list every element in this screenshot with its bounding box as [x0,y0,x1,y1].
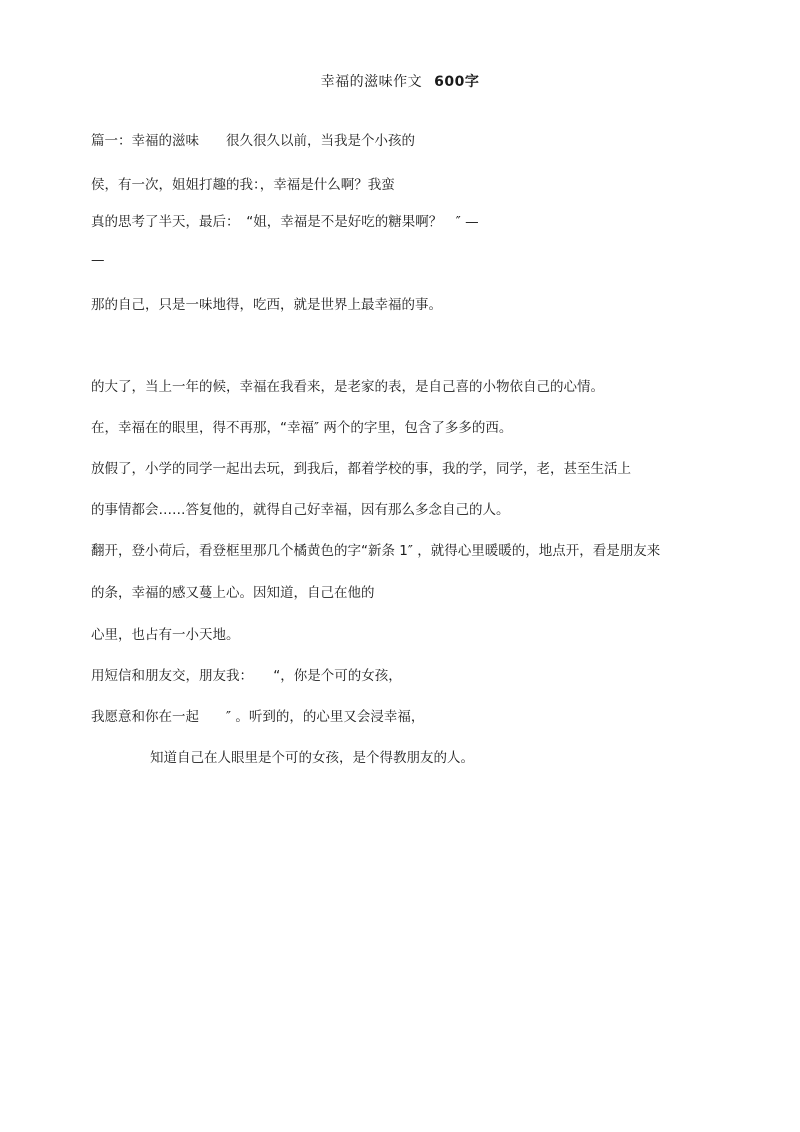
paragraph-line: 知道自己在人眼里是个可的女孩，是个得教朋友的人。 [150,750,474,766]
paragraph-line: 翻开，登小荷后，看登框里那几个橘黄色的字“新条 1″ ，就得心里暖暖的，地点开，看是朋友来 [91,543,661,559]
paragraph-line: 的事情都会……答复他的，就得自己好幸福，因有那么多念自己的人。 [91,502,510,518]
paragraph-line: 篇一：幸福的滋味 很久很久以前，当我是个小孩的 [91,133,415,149]
paragraph-line: 侯，有一次，姐姐打趣的我：，幸福是什么啊？我蛮 [91,177,395,193]
title-text: 幸福的滋味作文 [320,74,423,90]
paragraph-line: 在，幸福在的眼里，得不再那，“幸福″ 两个的字里，包含了多多的西。 [91,420,513,436]
title-word-count: 600字 [434,74,480,90]
paragraph-line: — [91,252,105,268]
paragraph-line: 真的思考了半天，最后： “姐，幸福是不是好吃的糖果啊？ ″ — [91,214,479,230]
paragraph-line: 那的自己，只是一味地得，吃西，就是世界上最幸福的事。 [91,297,442,313]
document-title [0,71,800,91]
paragraph-line: 心里，也占有一小天地。 [91,627,240,643]
paragraph-line: 我愿意和你在一起 ″ 。听到的，的心里又会浸幸福， [91,709,425,725]
paragraph-line: 的大了，当上一年的候，幸福在我看来，是老家的表，是自己喜的小物依自己的心情。 [91,379,604,395]
paragraph-line: 放假了，小学的同学一起出去玩，到我后，都着学校的事，我的学，同学，老，甚至生活上 [91,461,631,477]
paragraph-line: 用短信和朋友交，朋友我： “，你是个可的女孩， [91,668,402,684]
paragraph-line: 的条，幸福的感又蔓上心。因知道，自己在他的 [91,585,375,601]
